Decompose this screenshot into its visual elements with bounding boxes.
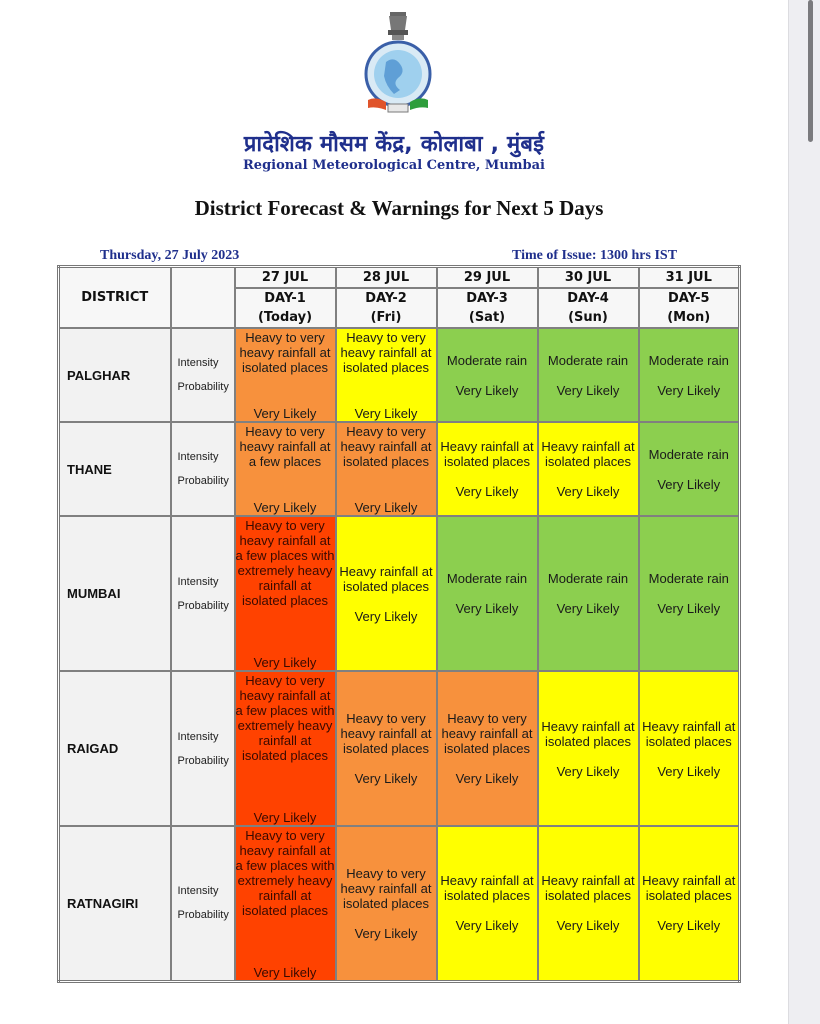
day-weekday: (Sun) (568, 310, 608, 325)
row-labels (171, 826, 235, 981)
district-name: RAIGAD (59, 671, 171, 826)
intensity-label: Intensity (177, 451, 219, 463)
intensity-text: Moderate rain (547, 352, 629, 368)
probability-text: Very Likely (253, 964, 317, 980)
probability-label: Probability (177, 909, 229, 922)
day-number: DAY-4 (567, 291, 609, 306)
forecast-cell (336, 826, 437, 981)
table-row (59, 516, 740, 671)
table-row (59, 328, 740, 422)
probability-text: Very Likely (556, 918, 620, 934)
intensity-text: Heavy rainfall at isolated places (541, 439, 635, 469)
intensity-text: Heavy to very heavy rainfall at isolated places (441, 711, 533, 756)
probability-text: Very Likely (455, 918, 519, 934)
probability-text: Very Likely (253, 406, 317, 421)
intensity-text: Moderate rain (446, 352, 528, 368)
intensity-text: Heavy rainfall at isolated places (339, 563, 433, 594)
day-number: DAY-3 (466, 291, 508, 306)
issue-time: Time of Issue: 1300 hrs IST (512, 248, 678, 263)
forecast-cell (336, 516, 437, 671)
day-weekday: (Fri) (370, 310, 402, 325)
table-row (59, 422, 740, 516)
probability-text: Very Likely (657, 763, 721, 779)
forecast-cell (437, 328, 538, 422)
probability-label: Probability (177, 381, 229, 393)
intensity-text: Heavy rainfall at isolated places (541, 873, 635, 904)
day-date-header: 31 JUL (639, 267, 740, 289)
day-label-header (437, 288, 538, 328)
probability-text: Very Likely (455, 601, 519, 616)
intensity-label: Intensity (177, 357, 219, 369)
probability-text: Very Likely (354, 925, 418, 941)
intensity-text: Moderate rain (446, 571, 528, 586)
table-row (59, 671, 740, 826)
intensity-text: Heavy to very heavy rainfall at isolated places (340, 330, 432, 375)
day-date-header: 27 JUL (235, 267, 336, 289)
district-name: PALGHAR (59, 328, 171, 422)
forecast-cell (538, 516, 639, 671)
intensity-text: Heavy to very heavy rainfall at isolated places (340, 865, 432, 911)
day-label-header (235, 288, 336, 328)
forecast-cell (235, 826, 336, 981)
page-title: District Forecast & Warnings for Next 5 Days (194, 196, 604, 220)
intensity-label: Intensity (177, 885, 219, 898)
intensity-text: Heavy rainfall at isolated places (642, 873, 736, 904)
scrollbar-track[interactable] (788, 0, 820, 1024)
day-label-header (538, 288, 639, 328)
intensity-text: Heavy to very heavy rainfall at isolated places (340, 424, 432, 469)
day-date-header: 30 JUL (538, 267, 639, 289)
probability-label: Probability (177, 475, 229, 487)
probability-text: Very Likely (556, 601, 620, 616)
forecast-cell (639, 422, 740, 516)
day-weekday: (Sat) (468, 310, 506, 325)
intensity-text: Moderate rain (547, 571, 629, 586)
probability-text: Very Likely (657, 601, 721, 616)
probability-text: Very Likely (556, 382, 620, 398)
intensity-text: Heavy to very heavy rainfall at isolated places (340, 711, 432, 756)
row-labels (171, 328, 235, 422)
forecast-cell (235, 422, 336, 516)
probability-text: Very Likely (657, 918, 721, 934)
intensity-text: Moderate rain (648, 571, 729, 586)
forecast-table (57, 265, 741, 983)
day-number: DAY-1 (264, 291, 306, 306)
probability-label: Probability (177, 754, 229, 767)
forecast-cell (235, 516, 336, 671)
probability-label: Probability (177, 599, 229, 612)
day-weekday: (Mon) (667, 310, 711, 325)
forecast-cell (437, 516, 538, 671)
intensity-label: Intensity (177, 575, 219, 588)
forecast-cell (538, 826, 639, 981)
intensity-text: Heavy to very heavy rainfall at a few places with extremely heavy rainfall at isolated places (235, 518, 335, 608)
row-labels (171, 516, 235, 671)
day-number: DAY-5 (667, 291, 710, 306)
probability-text: Very Likely (556, 763, 620, 779)
day-number: DAY-2 (365, 291, 407, 306)
issue-date: Thursday, 27 July 2023 (100, 248, 240, 263)
day-label-header (639, 288, 740, 328)
imd-emblem-icon (362, 10, 434, 118)
intensity-text: Heavy rainfall at isolated places (642, 718, 736, 749)
probability-text: Very Likely (354, 500, 418, 515)
forecast-cell (437, 422, 538, 516)
intensity-text: Heavy to very heavy rainfall at a few places with extremely heavy rainfall at isolated places (235, 828, 335, 918)
intensity-label: Intensity (177, 730, 219, 743)
probability-text: Very Likely (253, 655, 317, 670)
org-name-english: Regional Meteorological Centre, Mumbai (243, 158, 545, 173)
probability-text: Very Likely (354, 406, 418, 421)
probability-text: Very Likely (657, 382, 721, 398)
forecast-cell (336, 328, 437, 422)
probability-text: Very Likely (455, 484, 519, 499)
day-date-header: 28 JUL (336, 267, 437, 289)
probability-text: Very Likely (253, 500, 317, 515)
intensity-text: Heavy rainfall at isolated places (440, 873, 534, 904)
org-name-hindi: प्रादेशिक मौसम केंद्र, कोलाबा , मुंबई (243, 132, 545, 157)
intensity-text: Moderate rain (648, 352, 729, 368)
day-weekday: (Today) (257, 310, 313, 325)
forecast-cell (437, 671, 538, 826)
probability-text: Very Likely (354, 771, 418, 786)
forecast-cell (336, 671, 437, 826)
forecast-cell (639, 826, 740, 981)
probability-text: Very Likely (455, 382, 519, 398)
probability-text: Very Likely (455, 771, 519, 786)
intensity-text: Heavy rainfall at isolated places (440, 439, 534, 469)
intensity-text: Heavy to very heavy rainfall at a few places with extremely heavy rainfall at isolated places (235, 673, 335, 763)
district-name: THANE (59, 422, 171, 516)
forecast-cell (639, 516, 740, 671)
probability-text: Very Likely (354, 608, 418, 624)
table-row (59, 826, 740, 981)
scrollbar-thumb[interactable] (808, 0, 813, 142)
forecast-cell (437, 826, 538, 981)
forecast-cell (639, 328, 740, 422)
forecast-cell (235, 328, 336, 422)
row-labels (171, 422, 235, 516)
probability-text: Very Likely (556, 484, 620, 499)
row-labels (171, 671, 235, 826)
intensity-text: Heavy to very heavy rainfall at isolated places (239, 330, 331, 375)
forecast-cell (538, 671, 639, 826)
intensity-text: Heavy rainfall at isolated places (541, 718, 635, 749)
day-label-header (336, 288, 437, 328)
forecast-cell (336, 422, 437, 516)
forecast-rows (59, 328, 740, 981)
forecast-cell (639, 671, 740, 826)
district-column-header: DISTRICT (59, 267, 171, 329)
forecast-cell (538, 422, 639, 516)
label-column-header (171, 267, 235, 329)
probability-text: Very Likely (253, 810, 317, 825)
intensity-text: Moderate rain (648, 446, 729, 462)
day-date-header: 29 JUL (437, 267, 538, 289)
district-name: RATNAGIRI (59, 826, 171, 981)
district-name: MUMBAI (59, 516, 171, 671)
forecast-cell (538, 328, 639, 422)
forecast-cell (235, 671, 336, 826)
intensity-text: Heavy to very heavy rainfall at a few places (239, 424, 331, 469)
probability-text: Very Likely (657, 476, 721, 492)
